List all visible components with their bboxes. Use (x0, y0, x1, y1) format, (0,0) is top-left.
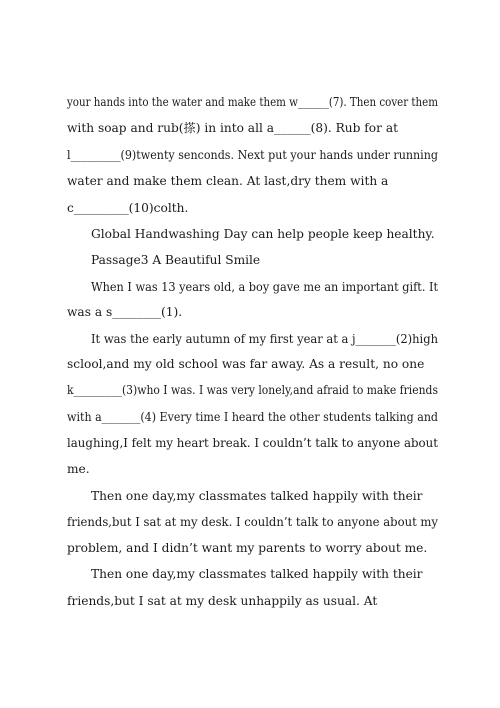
text-segment: me. (67, 462, 90, 476)
text-segment: with a_______(4) Every time I heard the other students talking and (67, 410, 439, 424)
text-line (0, 92, 500, 112)
text-segment: was a s________(1). (67, 305, 183, 319)
text-line (0, 354, 500, 374)
text-segment: friends,but I sat at my desk. I couldn’t talk to anyone about my (67, 515, 438, 529)
text-segment: friends,but I sat at my desk unhappily as usual. At (67, 594, 378, 608)
text-line (0, 250, 500, 270)
text-segment: Then one day,my classmates talked happily with their (91, 567, 423, 581)
text-line (0, 459, 500, 479)
text-line (0, 433, 500, 453)
text-line (0, 538, 500, 558)
text-segment: water and make them clean. At last,dry them with a (67, 174, 389, 188)
text-line (0, 224, 500, 244)
text-line (0, 329, 500, 349)
text-segment: Passage3 A Beautiful Smile (91, 253, 261, 267)
text-line (0, 198, 500, 218)
text-segment: laughing,I felt my heart break. I couldn’t talk to anyone about (67, 436, 438, 450)
text-line (0, 591, 500, 611)
text-line (0, 277, 500, 297)
text-segment: It was the early autumn of my first year at a j_______(2)high (91, 332, 439, 346)
text-segment: Global Handwashing Day can help people keep healthy. (91, 227, 435, 241)
text-segment: k_________(3)who I was. I was very lonely,and afraid to make friends (67, 383, 438, 397)
text-line (0, 145, 500, 165)
text-line (0, 512, 500, 532)
text-line (0, 407, 500, 427)
text-line (0, 118, 500, 138)
text-segment: problem, and I didn’t want my parents to worry about me. (67, 541, 428, 555)
text-line (0, 486, 500, 506)
text-line (0, 171, 500, 191)
text-line (0, 302, 500, 322)
text-segment: When I was 13 years old, a boy gave me an important gift. It (91, 280, 438, 294)
text-segment: sclool,and my old school was far away. As a result, no one (67, 357, 425, 371)
text-segment: Then one day,my classmates talked happily with their (91, 489, 423, 503)
text-line (0, 380, 500, 400)
text-segment: with soap and rub(搽) in into all a______(8). Rub for at (67, 121, 398, 135)
text-segment: c_________(10)colth. (67, 201, 189, 215)
text-segment: your hands into the water and make them w______(7). Then cover them (67, 95, 439, 109)
text-line (0, 564, 500, 584)
text-segment: l_________(9)twenty senconds. Next put your hands under running (67, 148, 438, 162)
